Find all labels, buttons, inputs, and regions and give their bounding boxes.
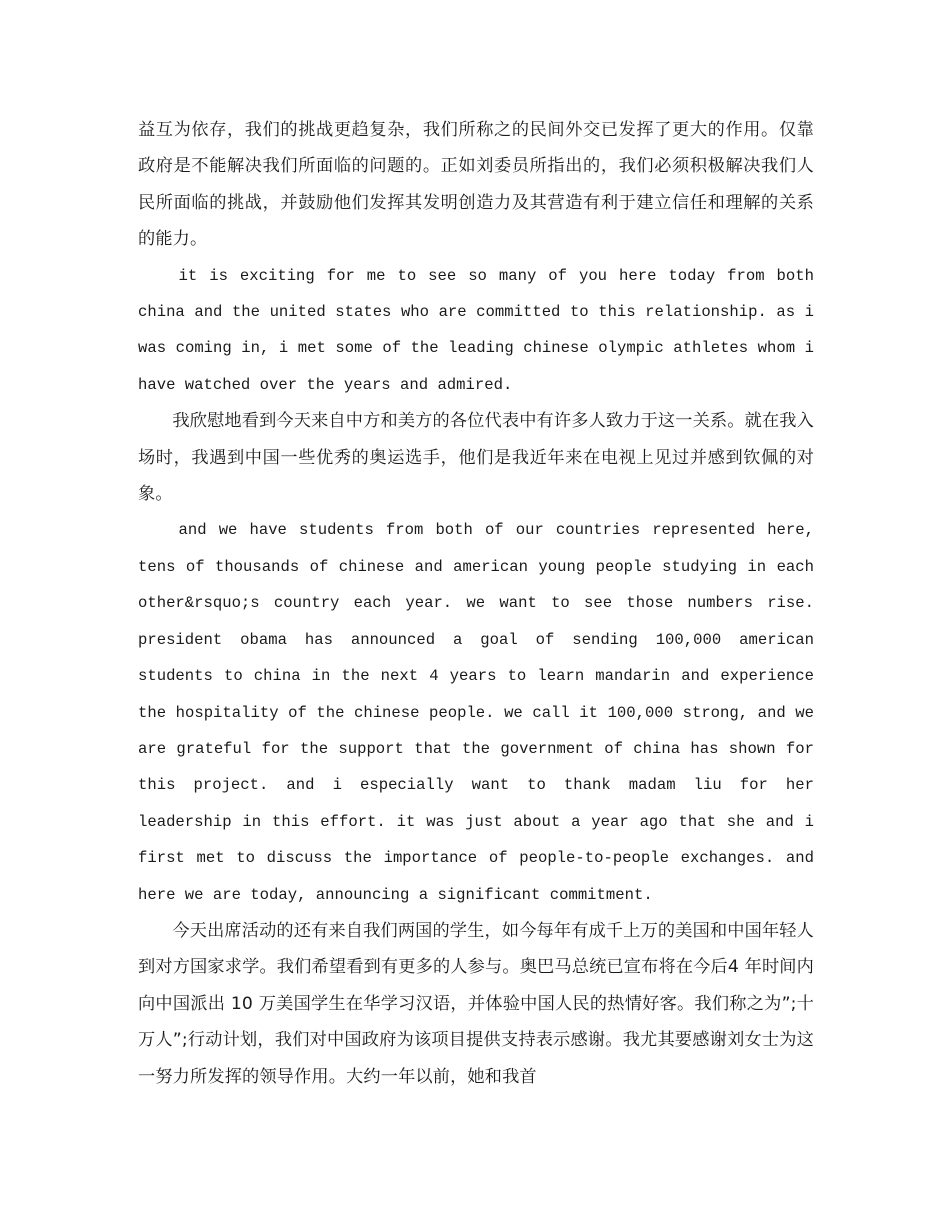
paragraph-en-exciting: it is exciting for me to see so many of you here today from both china and the united states who are committed to this relationship. as i was coming in, i met some of the leading chinese olympic athletes whom i have watched over the years and admired. [138, 266, 814, 394]
paragraph-zh-intro: 益互为依存，我们的挑战更趋复杂，我们所称之的民间外交已发挥了更大的作用。仅靠政府是不能解决我们所面临的问题的。正如刘委员所指出的，我们必须积极解决我们人民所面临的挑战，并鼓励他们发挥其发明创造力及其营造有利于建立信任和理解的关系的能力。 [138, 120, 814, 250]
paragraph-zh-students: 今天出席活动的还有来自我们两国的学生，如今每年有成千上万的美国和中国年轻人到对方国家求学。我们希望看到有更多的人参与。奥巴马总统已宣布将在今后4 年时间内向中国派出 10 万美国学生在华学习汉语，并体验中国人民的热情好客。我们称之为”;十万人”;行动计划，我们对中国政府为该项目提供支持表示感谢。我尤其要感谢刘女士为这一努力所发挥的领导作用。大约一年以前，她和我首 [138, 920, 814, 1087]
paragraph-en-students: and we have students from both of our countries represented here, tens of thousands of chinese and american young people studying in each other&rsquo;s country each year. we want to see those numbers rise. president obama has announced a goal of sending 100,000 american students to china in the next 4 years to learn mandarin and experience the hospitality of the chinese people. we call it 100,000 strong, and we are grateful for the support that the government of china has shown for this project. and i especially want to thank madam liu for her leadership in this effort. it was just about a year ago that she and i first met to discuss the importance of people-to-people exchanges. and here we are today, announcing a significant commitment. [138, 521, 814, 904]
document-page [138, 112, 814, 1095]
paragraph-zh-exciting: 我欣慰地看到今天来自中方和美方的各位代表中有许多人致力于这一关系。就在我入场时，我遇到中国一些优秀的奥运选手，他们是我近年来在电视上见过并感到钦佩的对象。 [138, 411, 814, 505]
